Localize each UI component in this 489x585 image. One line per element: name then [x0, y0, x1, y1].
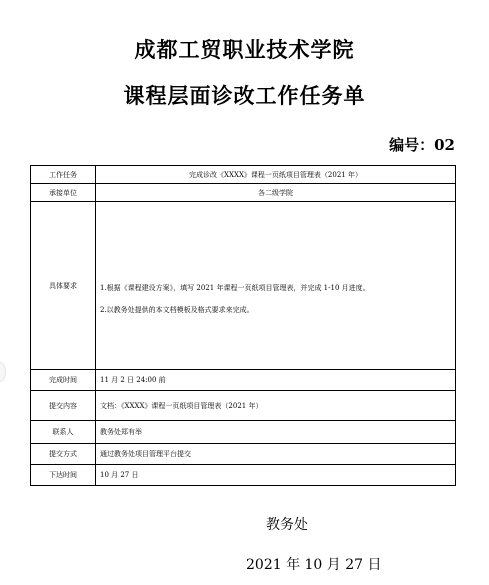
- document-title: 课程层面诊改工作任务单: [123, 83, 366, 108]
- deadline-label: 完成时间: [31, 370, 96, 391]
- table-row: [31, 202, 456, 370]
- issued-label: 下达时间: [31, 465, 96, 486]
- requirement-item: 1.根据《课程建设方案》，填写 2021 年课程一页纸项目管理表，并完成 1-10 月进度。: [100, 283, 370, 292]
- table-row: [31, 444, 456, 465]
- table-row: [31, 465, 456, 486]
- requirement-item: 2.以教务处提供的本文档模板及格式要求来完成。: [100, 305, 254, 314]
- method-value: 通过教务处项目管理平台提交: [96, 444, 456, 465]
- requirements-value: [96, 202, 456, 370]
- table-row: [31, 166, 456, 184]
- task-table: [30, 165, 456, 486]
- table-row: [31, 184, 456, 202]
- table-row: [31, 370, 456, 391]
- method-label: 提交方式: [31, 444, 96, 465]
- task-label: 工作任务: [31, 166, 96, 184]
- submission-value: 文档：《XXXX》课程一页纸项目管理表（2021 年）: [96, 391, 456, 421]
- signing-date: 2021 年 10 月 27 日: [246, 557, 382, 573]
- table-row: [31, 421, 456, 444]
- school-name: 成都工贸职业技术学院: [134, 37, 355, 62]
- issued-value: 10 月 27 日: [96, 465, 456, 486]
- signing-office: 教务处: [266, 517, 308, 533]
- contact-value: 教务处郑有举: [96, 421, 456, 444]
- table-row: [31, 391, 456, 421]
- submission-label: 提交内容: [31, 391, 96, 421]
- unit-value: 各二级学院: [96, 184, 456, 202]
- scroll-edge-marker: [0, 362, 6, 382]
- contact-label: 联系人: [31, 421, 96, 444]
- task-value: 完成诊改《XXXX》课程一页纸项目管理表（2021 年）: [96, 166, 456, 184]
- document-number: 编号：02: [389, 136, 455, 154]
- deadline-value: 11 月 2 日 24:00 前: [96, 370, 456, 391]
- requirements-label: 具体要求: [31, 202, 96, 370]
- unit-label: 承接单位: [31, 184, 96, 202]
